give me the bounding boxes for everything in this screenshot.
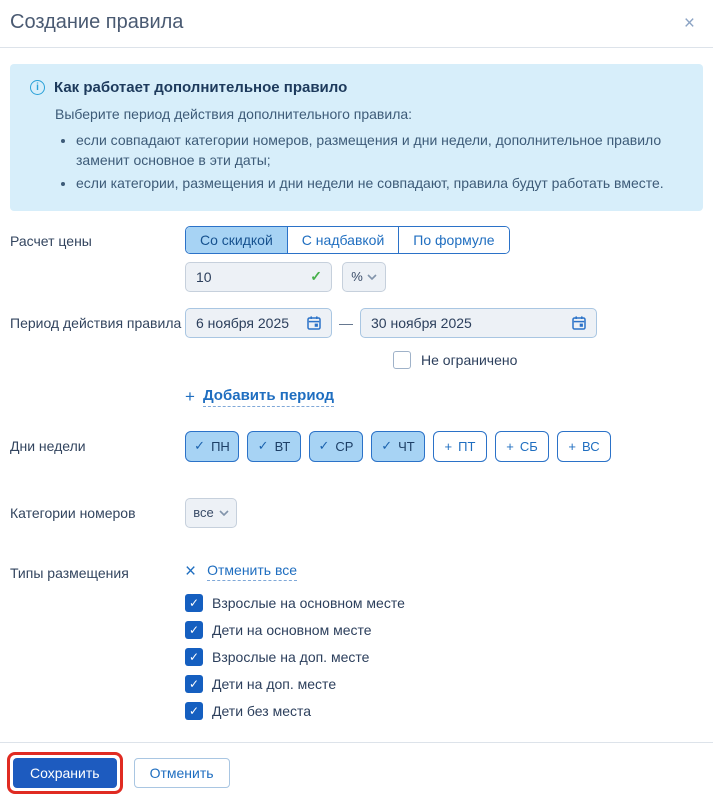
check-icon: ✓ [188, 649, 200, 664]
placement-types-row [0, 558, 713, 720]
price-mode-markup-button[interactable]: С надбавкой [288, 227, 400, 253]
check-icon: ✓ [188, 676, 200, 691]
price-mode-discount-button[interactable]: Со скидкой [186, 227, 288, 253]
weekday-toggle-sun[interactable] [557, 431, 611, 462]
info-box-intro: Выберите период действия дополнительного правила: [55, 106, 413, 122]
list-item [185, 594, 405, 612]
footer [0, 743, 713, 788]
placement-type-label: Дети на доп. месте [212, 675, 337, 692]
weekday-label: СР [335, 438, 354, 454]
weekday-label: СБ [519, 438, 538, 454]
check-icon: ✓ [381, 438, 393, 454]
date-range-separator: — [339, 314, 353, 331]
calendar-icon[interactable] [571, 315, 587, 331]
weekday-label: ВТ [274, 438, 291, 454]
plus-icon: + [185, 386, 195, 406]
weekday-toggle-fri[interactable] [433, 431, 487, 462]
close-icon[interactable]: × [683, 13, 695, 34]
weekday-label: ПТ [458, 438, 476, 454]
check-icon: ✓ [188, 703, 200, 718]
check-icon: ✓ [188, 622, 200, 637]
plus-icon: + [444, 438, 453, 454]
checked-checkbox[interactable] [185, 648, 203, 666]
room-categories-row [0, 498, 713, 528]
period-row [0, 308, 713, 407]
date-to-value: 30 ноября 2025 [371, 314, 472, 331]
add-period-button[interactable] [185, 387, 597, 407]
date-from-input[interactable] [185, 308, 332, 338]
cancel-button[interactable]: Отменить [134, 758, 230, 788]
checked-checkbox[interactable] [185, 594, 203, 612]
unit-select[interactable] [342, 262, 386, 292]
date-from-value: 6 ноября 2025 [196, 314, 290, 331]
dialog-header [0, 0, 713, 48]
weekday-toggle-sat[interactable] [495, 431, 549, 462]
chevron-down-icon [367, 274, 377, 280]
placement-types-label: Типы размещения [10, 564, 129, 581]
checked-checkbox[interactable] [185, 621, 203, 639]
list-item [185, 675, 405, 693]
period-label: Период действия правила [10, 314, 182, 331]
room-categories-label: Категории номеров [10, 504, 136, 521]
check-icon: ✓ [194, 438, 206, 454]
weekday-toggle-thu[interactable] [371, 431, 425, 462]
info-icon: i [30, 80, 45, 95]
weekday-toggle-wed[interactable] [309, 431, 363, 462]
placement-types-list [185, 594, 405, 720]
room-categories-value: все [193, 505, 214, 521]
price-calc-row [0, 226, 713, 292]
save-button[interactable]: Сохранить [13, 758, 117, 788]
chevron-down-icon [219, 510, 229, 516]
checked-checkbox[interactable] [185, 702, 203, 720]
discount-amount-value: 10 [196, 268, 212, 285]
discount-amount-input[interactable] [185, 262, 332, 292]
weekdays-row [0, 431, 713, 462]
check-icon: ✓ [257, 438, 269, 454]
price-mode-formula-button[interactable]: По формуле [399, 227, 508, 253]
cancel-all-label: Отменить все [207, 562, 297, 581]
checked-checkbox[interactable] [185, 675, 203, 693]
price-mode-segmented-control [185, 226, 510, 254]
list-item [185, 702, 405, 720]
placement-type-label: Дети без места [212, 702, 312, 719]
plus-icon: + [506, 438, 514, 454]
info-box-heading: Как работает дополнительное правило [54, 79, 348, 96]
info-bullet-list [55, 130, 683, 193]
info-bullet: • если категории, размещения и дни недели не совпадают, правила будут работать вместе. [76, 173, 683, 193]
list-item [185, 648, 405, 666]
unlimited-label: Не ограничено [421, 351, 518, 368]
info-box-header [30, 79, 683, 96]
unlimited-checkbox[interactable] [393, 351, 411, 369]
add-period-label: Добавить период [203, 387, 334, 407]
room-categories-select[interactable] [185, 498, 237, 528]
check-icon: ✓ [318, 438, 330, 454]
weekday-label: ВС [581, 438, 600, 454]
page-title: Создание правила [10, 11, 184, 33]
unit-value: % [351, 269, 363, 285]
date-to-input[interactable] [360, 308, 597, 338]
info-box [10, 64, 703, 211]
weekday-toggle-tue[interactable] [247, 431, 301, 462]
weekday-label: ПН [211, 438, 230, 454]
weekday-label: ЧТ [398, 438, 415, 454]
placement-type-label: Взрослые на основном месте [212, 594, 405, 611]
price-calc-label: Расчет цены [10, 232, 92, 249]
plus-icon: + [568, 438, 576, 454]
placement-type-label: Взрослые на доп. месте [212, 648, 370, 665]
list-item [185, 621, 405, 639]
weekday-toggle-mon[interactable] [185, 431, 239, 462]
info-bullet: • если совпадают категории номеров, размещения и дни недели, дополнительное правило заменит основное в эти даты; [76, 130, 683, 171]
x-icon: × [185, 560, 197, 582]
check-icon: ✓ [188, 595, 200, 610]
cancel-all-button[interactable] [185, 558, 405, 581]
valid-check-icon: ✓ [310, 268, 322, 285]
placement-type-label: Дети на основном месте [212, 621, 372, 638]
calendar-icon[interactable] [306, 315, 322, 331]
weekdays-label: Дни недели [10, 437, 86, 454]
